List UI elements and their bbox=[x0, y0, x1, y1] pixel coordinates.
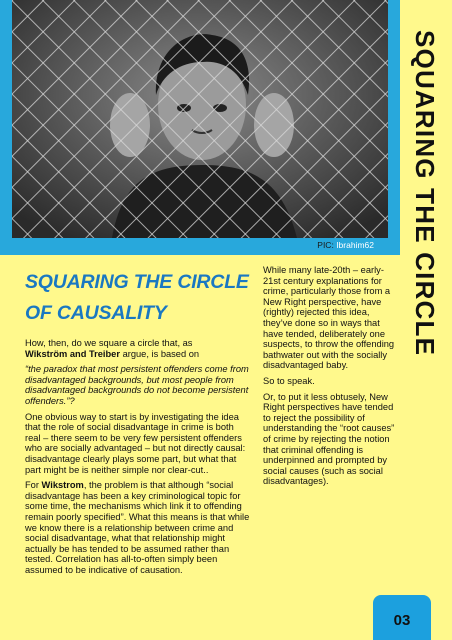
authors-name: Wikström and Treiber bbox=[25, 348, 120, 359]
boy-behind-fence-image bbox=[12, 0, 388, 238]
intro-text-end: argue, is based on bbox=[122, 348, 200, 359]
sidebar bbox=[400, 0, 452, 640]
page-number: 03 bbox=[393, 612, 411, 629]
wikstrom-text: , the problem is that although “social disadvantage has been a key criminological topic for some time, the mechanisms which link it to offending remain poorly specified”. What this means is that while we know there is a relationship between crime and social disadvantage, what that relationship might actually be has tended to be assumed rather than tested. Correlation has all-to-often simply been assumed to be indicative of causation. bbox=[25, 480, 250, 575]
paragraph-new-right: While many late-20th – early-21st century explanations for crime, particularly those from a New Right perspective, have (rightly) rejected this idea, they’ve done so in ways that have tended, deliberately one suspects, to throw the offending bathwater out with the socially disadvantaged baby. bbox=[263, 265, 395, 371]
right-text-panel bbox=[258, 255, 400, 640]
left-text-panel bbox=[0, 255, 258, 640]
for-word: For bbox=[25, 480, 39, 491]
photo-credit bbox=[317, 240, 374, 250]
photo bbox=[12, 0, 388, 238]
paragraph-quote: “the paradox that most persistent offenders come from disadvantaged backgrounds, but most people from disadvantaged backgrounds do not become persistent offenders.”? bbox=[25, 364, 249, 406]
left-column-text bbox=[25, 338, 251, 575]
paragraph-investigation: One obvious way to start is by investigating the idea that the role of social disadvantage in crime is both real – there seem to be very few persistent offenders who are socially advantaged – but not directly causal: disadvantage clearly plays some part, but what that part might be is neither simple nor clear-cut.. bbox=[25, 411, 246, 475]
wikstrom-name: Wikstrom bbox=[41, 480, 84, 491]
vertical-title: SQUARING THE CIRCLE bbox=[410, 30, 440, 357]
paragraph-wikstrom bbox=[25, 480, 251, 575]
right-column-text bbox=[263, 265, 397, 492]
intro-text: How, then, do we square a circle that, as bbox=[25, 338, 193, 348]
paragraph-so-to-speak: So to speak. bbox=[263, 375, 315, 386]
photo-credit-name: Ibrahim62 bbox=[336, 240, 374, 250]
paragraph-intro bbox=[25, 338, 251, 359]
article-title bbox=[25, 267, 251, 329]
article-title-line-2: OF CAUSALITY bbox=[25, 302, 167, 324]
photo-frame bbox=[0, 0, 400, 255]
paragraph-root-causes: Or, to put it less obtusely, New Right perspectives have tended to reject the possibility of understanding the “root causes” of crime by rejecting the notion that criminal offending is underpinned and prompted by social causes (such as social disadvantages). bbox=[263, 391, 395, 487]
photo-credit-prefix: PIC: bbox=[317, 240, 337, 250]
page-number-badge bbox=[373, 595, 431, 640]
article-title-line-1: SQUARING THE CIRCLE bbox=[25, 271, 249, 293]
